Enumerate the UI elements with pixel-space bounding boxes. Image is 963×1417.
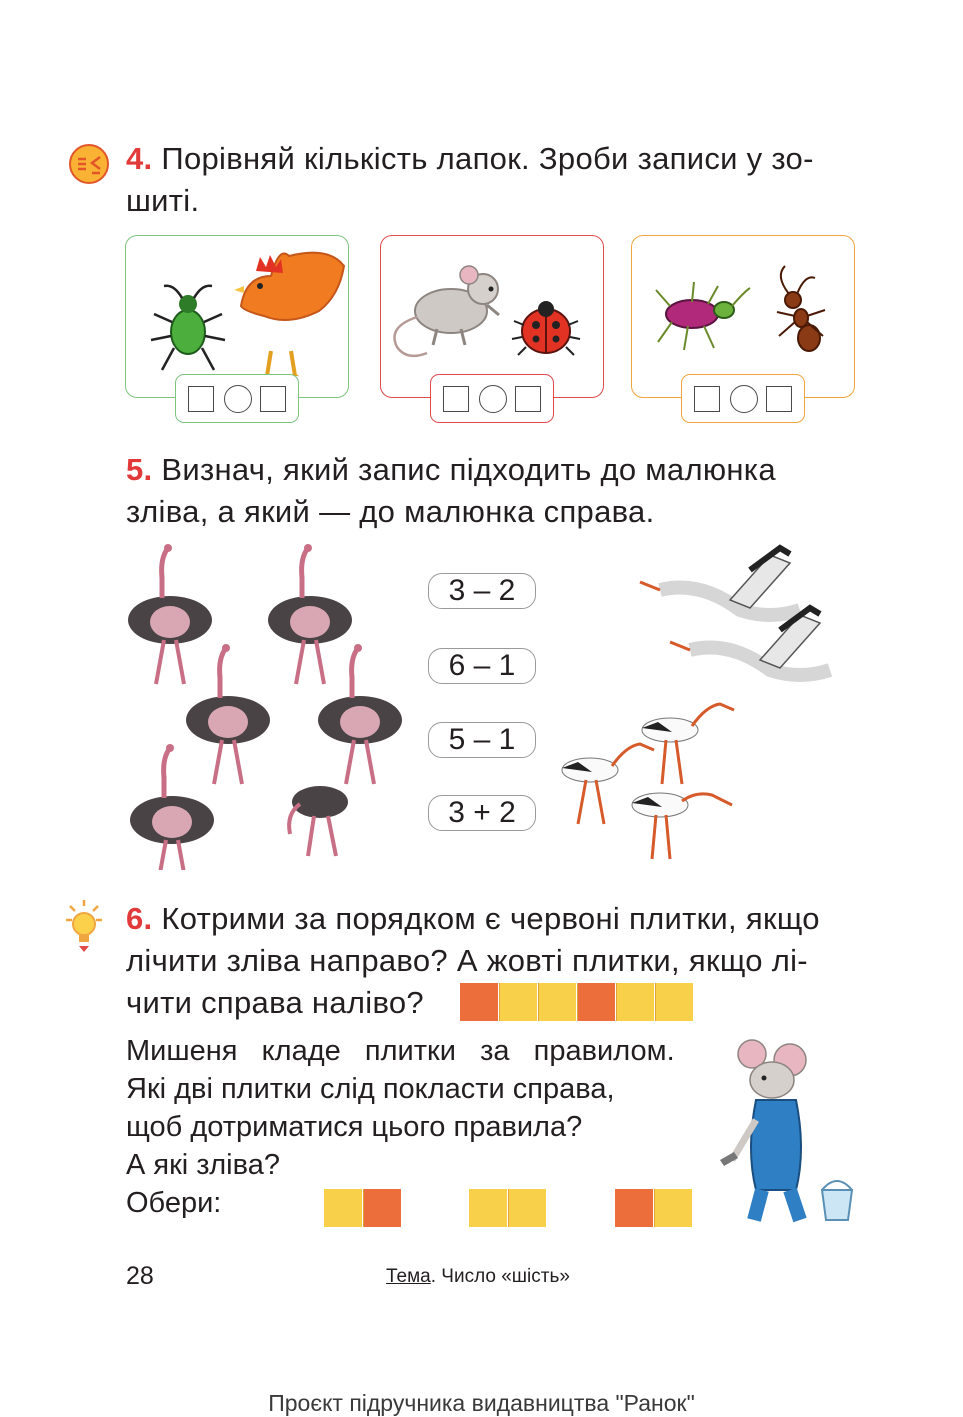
answer-square-right[interactable] [260,386,286,412]
expression-option-3[interactable]: 5 – 1 [428,722,536,758]
paragraph-line: Обери: [126,1187,222,1219]
ostriches-illustration [120,540,420,870]
tile-yellow [324,1189,362,1227]
ostrich-icon [268,544,352,684]
bug-icon [656,282,750,350]
paragraph-line: А які зліва? [126,1149,280,1181]
answer-circle-sign[interactable] [730,385,758,413]
tile-yellow [655,983,693,1021]
tile-option-2[interactable] [469,1189,547,1227]
tile-orange [615,1189,653,1227]
answer-square-right[interactable] [515,386,541,412]
task-5-line2: зліва, а який — до малюнка справа. [126,494,655,529]
beetle-hen-illustration [126,236,350,376]
bug-ant-illustration [632,236,856,376]
task-4-line2: шиті. [126,183,200,218]
flying-stork-icon [640,548,800,615]
mouse-builder-illustration [712,1030,862,1230]
task-6-line1: Котрими за порядком є червоні плитки, якщо [152,901,820,936]
task-number: 4. [126,141,153,176]
comparison-box[interactable] [175,374,299,423]
ant-icon [777,266,825,351]
answer-circle-sign[interactable] [479,385,507,413]
answer-square-left[interactable] [694,386,720,412]
topic-label: Тема [386,1266,431,1287]
tile-yellow [616,983,654,1021]
answer-circle-sign[interactable] [224,385,252,413]
topic-line [386,1266,570,1288]
comparison-box[interactable] [430,374,554,423]
animal-card-3 [631,235,855,398]
tile-yellow [499,983,537,1021]
tile-option-1[interactable] [324,1189,402,1227]
ladybug-icon [512,301,580,355]
ostrich-head-down-icon [289,786,348,856]
paragraph-line: Які дві плитки слід покласти справа, [126,1073,615,1105]
expression-option-1[interactable]: 3 – 2 [428,573,536,609]
lightbulb-icon [62,900,106,960]
answer-square-left[interactable] [188,386,214,412]
comparison-box[interactable] [681,374,805,423]
tile-row [460,983,693,1021]
animal-card-2 [380,235,604,398]
task-6-line2: лічити зліва направо? А жовті плитки, якщо лі- [126,943,808,978]
task-4-line1: Порівняй кількість лапок. Зроби записи у зо- [152,141,814,176]
page-number: 28 [126,1262,154,1290]
tile-orange [460,983,498,1021]
task-number: 5. [126,452,153,487]
compare-icon [68,143,110,185]
ostrich-icon [186,644,270,784]
answer-square-right[interactable] [766,386,792,412]
stork-icon [642,704,734,784]
tile-option-3[interactable] [615,1189,693,1227]
mouse-ladybug-illustration [381,236,605,376]
publisher-watermark: Проєкт підручника видавництва "Ранок" [268,1390,695,1416]
task-number: 6. [126,901,153,936]
tile-orange [363,1189,401,1227]
task-4-text [126,138,866,222]
stork-icon [632,793,732,859]
expression-option-2[interactable]: 6 – 1 [428,648,536,684]
tile-yellow [538,983,576,1021]
answer-square-left[interactable] [443,386,469,412]
hen-icon [234,253,344,376]
animal-card-1 [125,235,349,398]
topic-title: . Число «шість» [430,1266,570,1287]
ostrich-icon [128,544,212,684]
tile-yellow [508,1189,546,1227]
task-5-line1: Визнач, який запис підходить до малюнка [152,452,776,487]
task-5-text [126,449,866,533]
task-6-text [126,898,866,982]
paragraph-line: Мишеня кладе плитки за правилом. [126,1035,675,1067]
storks-illustration [550,540,860,870]
tile-orange [577,983,615,1021]
expression-option-4[interactable]: 3 + 2 [428,795,536,831]
ostrich-icon [318,644,402,784]
tile-yellow [654,1189,692,1227]
mouse-icon [395,266,500,356]
paragraph-line: щоб дотриматися цього правила? [126,1111,583,1143]
ostrich-icon [130,744,214,870]
tile-yellow [469,1189,507,1227]
task-6-line3: чити справа наліво? [126,985,424,1020]
beetle-icon [151,286,225,370]
